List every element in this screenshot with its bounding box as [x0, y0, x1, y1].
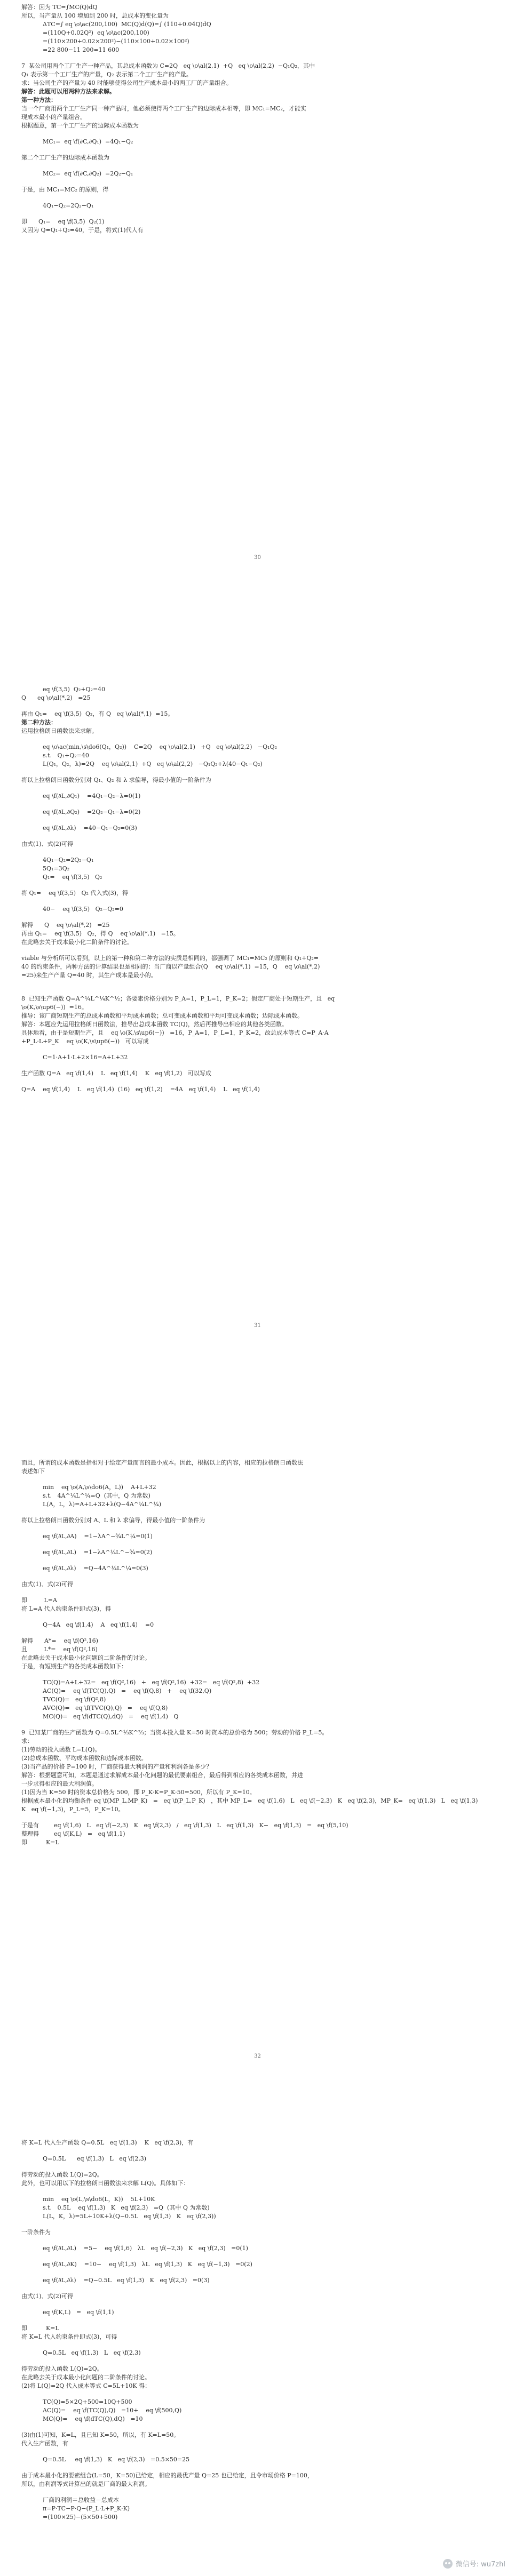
text-line: TVC(Q)= eq \f(Q²,8) — [43, 1696, 106, 1703]
text-line: 整理得 eq \f(K,L) = eq \f(1,1) — [21, 1830, 125, 1837]
text-line: 即 Q₁= eq \f(3,5) Q₂(1) — [21, 218, 105, 225]
text-line: L(Q₁，Q₂，λ)=2Q eq \o\al(2,1) +Q eq \o\al(2,2) −Q₁Q₂+λ(40−Q₁−Q₂) — [43, 761, 263, 767]
text-line: Q₁= eq \f(3,5) Q₂ — [43, 874, 102, 881]
text-line: eq \o\ac(min,\s\do6(Q₁，Q₂)) C=2Q eq \o\al(2,1) +Q eq \o\al(2,2) −Q₁Q₂ — [43, 743, 277, 750]
text-line: eq \f(∂L,∂λ) =Q−0.5L eq \f(1,3) K eq \f(2,3) =0(3) — [43, 2277, 210, 2284]
text-line: 表述如下 — [21, 1468, 45, 1475]
text-line: AC(Q)= eq \f(TC(Q),Q) =10+ eq \f(500,Q) — [43, 2407, 182, 2414]
page-number-2: 31 — [254, 1323, 261, 1329]
text-line: 将 L=A 代入约束条件即式(3)，得 — [21, 1605, 112, 1612]
text-line: ΔTC=∫ eq \o\ac(200,100) MC(Q)d(Q)=∫ (110+0.04Q)dQ — [43, 21, 211, 28]
text-line: 将 Q₁= eq \f(3,5) Q₂ 代入式(3)，得 — [21, 890, 129, 897]
text-line: 根据题意，第一个工厂生产的边际成本函数为 — [21, 122, 139, 129]
text-line: s.t. Q₁+Q₂=40 — [43, 752, 89, 759]
text-line: eq \f(∂L,∂Q₁) =4Q₁−Q₂−λ=0(1) — [43, 793, 141, 799]
text-line: Q₁ 表示第一个工厂生产的产量，Q₂ 表示第二个工厂生产的产量。 — [21, 71, 192, 78]
text-line: (2)将 L(Q)=2Q 代入成本等式 C=5L+10K 得： — [21, 2382, 151, 2389]
text-line: 解答：本题应先运用拉格朗日函数法，推导出总成本函数 TC(Q)，然后再推导出相应的其他各类函数。 — [21, 1021, 288, 1028]
text-line: 具体地看，由于是短期生产，且 eq \o(K,\s\up6(−)) =16，P_A=1，P_L=1，P_K=2，故总成本等式 C=P_A·A — [21, 1029, 329, 1036]
text-line: 得劳动的投入函数 L(Q)=2Q。 — [21, 2171, 103, 2178]
text-line: 将 K=L 代入约束条件即式(3)，可得 — [21, 2333, 117, 2340]
text-line: 由式(1)、式(2)可得 — [21, 2293, 74, 2300]
text-line: Q eq \o\al(*,2) =25 — [21, 694, 91, 701]
text-line: Q=0.5L eq \f(1,3) L eq \f(2,3) — [43, 2349, 141, 2356]
text-line: Q=0.5L eq \f(1,3) L eq \f(2,3) — [43, 2155, 147, 2162]
text-line: eq \f(K,L) = eq \f(1,1) — [43, 2309, 114, 2316]
text-line: 将 K=L 代入生产函数 Q=0.5L eq \f(1,3) K eq \f(2,3)，有 — [21, 2139, 194, 2146]
text-line: eq \f(∂L,∂A) =1−λA^−¾L^¼=0(1) — [43, 1533, 153, 1540]
text-line: 解答：根据题意可知，本题是通过求解成本最小化问题的最优要素组合，最后得到相应的各类成本函数，并进 — [21, 1772, 303, 1779]
text-line: =(100×25)−(5×50+500) — [43, 2514, 118, 2521]
text-line: 现成本最小的产量组合。 — [21, 114, 86, 121]
text-line: 40− eq \f(3,5) Q₂−Q₂=0 — [43, 906, 123, 913]
text-line: L(L，K，λ)=5L+10K+λ(Q−0.5L eq \f(1,3) K eq \f(2,3)) — [43, 2213, 216, 2220]
text-line: AVC(Q)= eq \f(TVC(Q),Q) = eq \f(Q,8) — [43, 1705, 168, 1711]
text-line: 将以上拉格朗日函数分别对 Q₁、Q₂ 和 λ 求偏导，得最小值的一阶条件为 — [21, 777, 211, 783]
text-line: eq \f(∂L,∂λ) =Q−4A^¼L^¼=0(3) — [43, 1565, 148, 1572]
text-line: eq \f(∂L,∂K) =10− eq \f(1,3) λL eq \f(1,3) K eq \f(−1,3) =0(2) — [43, 2261, 252, 2268]
text-line: 8 已知生产函数 Q=A^¼L^¼K^½；各要素价格分别为 P_A=1，P_L=1，P_K=2；假定厂商处于短期生产，且 eq — [21, 995, 335, 1002]
text-line: 由式(1)、式(2)可得 — [21, 1581, 74, 1588]
text-line: min eq \o(A,\s\do6(A，L)) A+L+32 — [43, 1484, 156, 1491]
text-line: s.t. 0.5L eq \f(1,3) K eq \f(2,3) =Q (其中 Q 为常数) — [43, 2204, 210, 2211]
text-line: 再由 Q₁= eq \f(3,5) Q₂，得 Q eq \o\al(*,1) =15。 — [21, 930, 179, 937]
watermark — [443, 2558, 505, 2569]
text-line: 第一种方法： — [21, 97, 57, 103]
text-line: Q−4A eq \f(1,4) A eq \f(1,4) =0 — [43, 1621, 154, 1628]
text-line: π=P·TC−P·Q−(P_L·L+P_K·K) — [43, 2505, 130, 2512]
text-line: 根据成本最小化的均衡条件 eq \f(MP_L,MP_K) = eq \f(P_L,P_K) ，其中 MP_L= eq \f(1,6) L eq \f(−2,3) K eq \f(2,3)，MP_K= eq \f(1,3) L eq \f(1,3) — [21, 1797, 478, 1804]
text-line: 求：当公司生产的产量为 40 时能够使得公司生产成本最小的两工厂的产量组合。 — [21, 79, 232, 86]
text-line: 运用拉格朗日函数法来求解。 — [21, 727, 98, 734]
text-line: eq \f(∂L,∂λ) =40−Q₁−Q₂=0(3) — [43, 825, 137, 831]
page-number-1: 30 — [254, 555, 261, 561]
text-line: 第二种方法： — [21, 719, 57, 726]
text-line: AC(Q)= eq \f(TC(Q),Q) = eq \f(Q,8) + eq \f(32,Q) — [43, 1687, 212, 1694]
text-line: 即 L=A — [21, 1597, 57, 1604]
text-line: eq \f(∂L,∂Q₂) =2Q₂−Q₁−λ=0(2) — [43, 809, 141, 815]
text-line: 于是，有短期生产的各类成本函数如下： — [21, 1663, 127, 1670]
text-line: Q=0.5L eq \f(1,3) K eq \f(2,3) =0.5×50=25 — [43, 2456, 190, 2463]
text-line: 且 L*= eq \f(Q²,16) — [21, 1646, 98, 1653]
watermark-text: 微信号: wu7zhl — [455, 2561, 505, 2569]
text-line: MC(Q)= eq \f(dTC(Q),dQ) =10 — [43, 2415, 143, 2422]
text-line: \o(K,\s\up6(−)) =16。 — [21, 1004, 88, 1011]
text-line: 即 K=L — [21, 2325, 59, 2332]
text-line: 5Q₁=3Q₂ — [43, 865, 70, 872]
text-line: 厂商的利润＝总收益－总成本 — [43, 2497, 119, 2503]
text-line: (2)总成本函数、平均成本函数和边际成本函数。 — [21, 1755, 147, 1762]
text-line: (1)因为当 K=50 时的资本总价格为 500，即 P_K·K=P_K·50=500，所以有 P_K=10。 — [21, 1789, 256, 1796]
text-line: 于是有 eq \f(1,6) L eq \f(−2,3) K eq \f(2,3) / eq \f(1,3) L eq \f(1,3) K− eq \f(1,3) = eq \f(5,10) — [21, 1822, 348, 1829]
text-line: 当一个厂商用两个工厂生产同一种产品时，他必须使得两个工厂生产的边际成本相等，即 MC₁=MC₂，才能实 — [21, 105, 306, 112]
text-line: 解答：因为 TC=∫MC(Q)dQ — [21, 4, 98, 11]
text-line: 又因为 Q=Q₁+Q₂=40，于是，将式(1)代人有 — [21, 227, 144, 234]
page-section-4 — [0, 2139, 515, 2522]
text-line: 7 某公司用两个工厂生产一种产品，其总成本函数为 C=2Q eq \o\al(2,1) +Q eq \o\al(2,2) −Q₁Q₂，其中 — [21, 62, 315, 69]
text-line: 生产函数 Q=A eq \f(1,4) L eq \f(1,4) K eq \f(1,2) 可以写成 — [21, 1070, 211, 1077]
text-line: Q=A eq \f(1,4) L eq \f(1,4) (16) eq \f(1,2) =4A eq \f(1,4) L eq \f(1,4) — [21, 1086, 260, 1093]
text-line: 解得 A*= eq \f(Q²,16) — [21, 1637, 98, 1644]
text-line: s.t. 4A^¼L^¼=Q (其中，Q 为常数) — [43, 1492, 150, 1499]
text-line: C=1·A+1·L+2×16=A+L+32 — [43, 1054, 128, 1061]
text-line: 在此略去关于成本最小化问题的二阶条件的讨论。 — [21, 2374, 150, 2381]
text-line: 求： — [21, 1738, 33, 1745]
text-line: min eq \o(L,\s\do6(L，K)) 5L+10K — [43, 2196, 155, 2203]
text-line: 推导：该厂商短期生产的总成本函数和平均成本函数；总可变成本函数和平均可变成本函数；边际成本函数。 — [21, 1012, 303, 1019]
text-line: 所以，由利润等式计算出的就是厂商的最大利润。 — [21, 2481, 150, 2487]
text-line: 而且，所谓的成本函数是指相对于给定产量而言的最小成本。因此，根据以上的内容，相应的拉格朗日函数法 — [21, 1459, 303, 1466]
text-line: (3)当产品的价格 P=100 时，厂商获得最大利润的产量和利润各是多少？ — [21, 1763, 212, 1770]
wechat-icon — [443, 2559, 453, 2569]
text-line: 在此略去关于成本最小化二阶条件的讨论。 — [21, 939, 133, 946]
text-line: 由式(1)、式(2)可得 — [21, 841, 74, 847]
text-line: eq \f(∂L,∂L) =5− eq \f(1,6) λL eq \f(−2,3) K eq \f(2,3) =0(1) — [43, 2245, 248, 2252]
page-section-3 — [0, 1459, 515, 1847]
text-line: 40 的约束条件，两种方法的计算结果也是相同的：当厂商以产量组合(Q eq \o\al(*,1) =15，Q eq \o\al(*,2) — [21, 963, 320, 970]
text-line: MC(Q)= eq \f(dTC(Q),dQ) = eq \f(1,4) Q — [43, 1713, 179, 1720]
text-line: TC(Q)=A+L+32= eq \f(Q²,16) + eq \f(Q²,16) +32= eq \f(Q²,8) +32 — [43, 1679, 260, 1686]
text-line: eq \f(3,5) Q₂+Q₂=40 — [43, 686, 106, 693]
text-line: 解得 Q eq \o\al(*,2) =25 — [21, 922, 110, 929]
text-line: 4Q₁−Q₂=2Q₂−Q₁ — [43, 857, 94, 863]
text-line: =(110×200+0.02×200²)−(110×100+0.02×100²) — [43, 38, 189, 45]
text-line: 解答：此题可以用两种方法来求解。 — [21, 88, 115, 95]
text-line: 一步求得相应的最大利润值。 — [21, 1780, 98, 1787]
text-line: eq \f(∂L,∂L) =1−λA^¼L^−¾=0(2) — [43, 1549, 153, 1556]
text-line: 在此略去关于成本最小化问题的二阶条件的讨论。 — [21, 1654, 150, 1661]
text-line: 此外，也可以用以下的拉格朗日函数法来求解 L(Q)。具体如下： — [21, 2180, 189, 2187]
page-number-3: 32 — [254, 2053, 261, 2059]
page-section-2 — [0, 685, 515, 1094]
text-line: viable 与分析所可以看到，以上的第一种和第二种方法的实质是相同的，都强调了 MC₁=MC₂ 的原则和 Q₁+Q₂= — [21, 955, 319, 962]
text-line: (1)劳动的投入函数 L=L(Q)。 — [21, 1746, 101, 1753]
text-line: L(A，L，λ)=A+L+32+λ(Q−4A^¼L^¼) — [43, 1501, 162, 1508]
text-line: 于是，由 MC₁=MC₂ 的原则，得 — [21, 186, 109, 193]
text-line: MC₂= eq \f(∂C,∂Q₂) =2Q₂−Q₁ — [43, 170, 133, 177]
text-line: 由于成本最小化的要素组合(L=50，K=50)已给定，相应的最优产量 Q=25 也已给定，且令市场价格 P=100， — [21, 2472, 313, 2479]
text-line: +P_L·L+P_K eq \o(K,\s\up6(−)) 可以写成 — [21, 1038, 149, 1045]
text-line: 所以，当产量从 100 增加到 200 时，总成本的变化量为 — [21, 12, 169, 19]
text-line: 再由 Q₁= eq \f(3,5) Q₂，有 Q eq \o\al(*,1) =15。 — [21, 710, 174, 717]
text-line: K eq \f(−1,3)，P_L=5，P_K=10。 — [21, 1806, 124, 1813]
text-line: =22 800−11 200=11 600 — [43, 46, 120, 53]
text-line: =(110Q+0.02Q²) eq \o\ac(200,100) — [43, 29, 149, 36]
text-line: (3)由(1)可知，K=L，且已知 K=50，所以，有 K=L=50。 — [21, 2431, 180, 2438]
text-line: 9 已知某厂商的生产函数为 Q=0.5L^⅓K^⅔；当资本投入量 K=50 时资本的总价格为 500；劳动的价格 P_L=5。 — [21, 1729, 328, 1736]
text-line: MC₁= eq \f(∂C,∂Q₁) =4Q₁−Q₂ — [43, 138, 133, 145]
text-line: 将以上拉格朗日函数分别对 A、L 和 λ 求偏导，得最小值的一阶条件为 — [21, 1517, 205, 1524]
text-line: 代入生产函数，有 — [21, 2440, 68, 2447]
text-line: 一阶条件为 — [21, 2229, 51, 2236]
page-section-1 — [0, 3, 515, 235]
text-line: 即 K=L — [21, 1839, 59, 1846]
text-line: 4Q₁−Q₂=2Q₂−Q₁ — [43, 202, 94, 209]
text-line: 得劳动的投入函数 L(Q)=2Q。 — [21, 2365, 103, 2372]
text-line: TC(Q)=5×2Q+500=10Q+500 — [43, 2398, 132, 2405]
text-line: 第二个工厂生产的边际成本函数为 — [21, 154, 109, 161]
text-line: =25)来生产产量 Q=40 时，其生产成本是最小的。 — [21, 972, 157, 979]
